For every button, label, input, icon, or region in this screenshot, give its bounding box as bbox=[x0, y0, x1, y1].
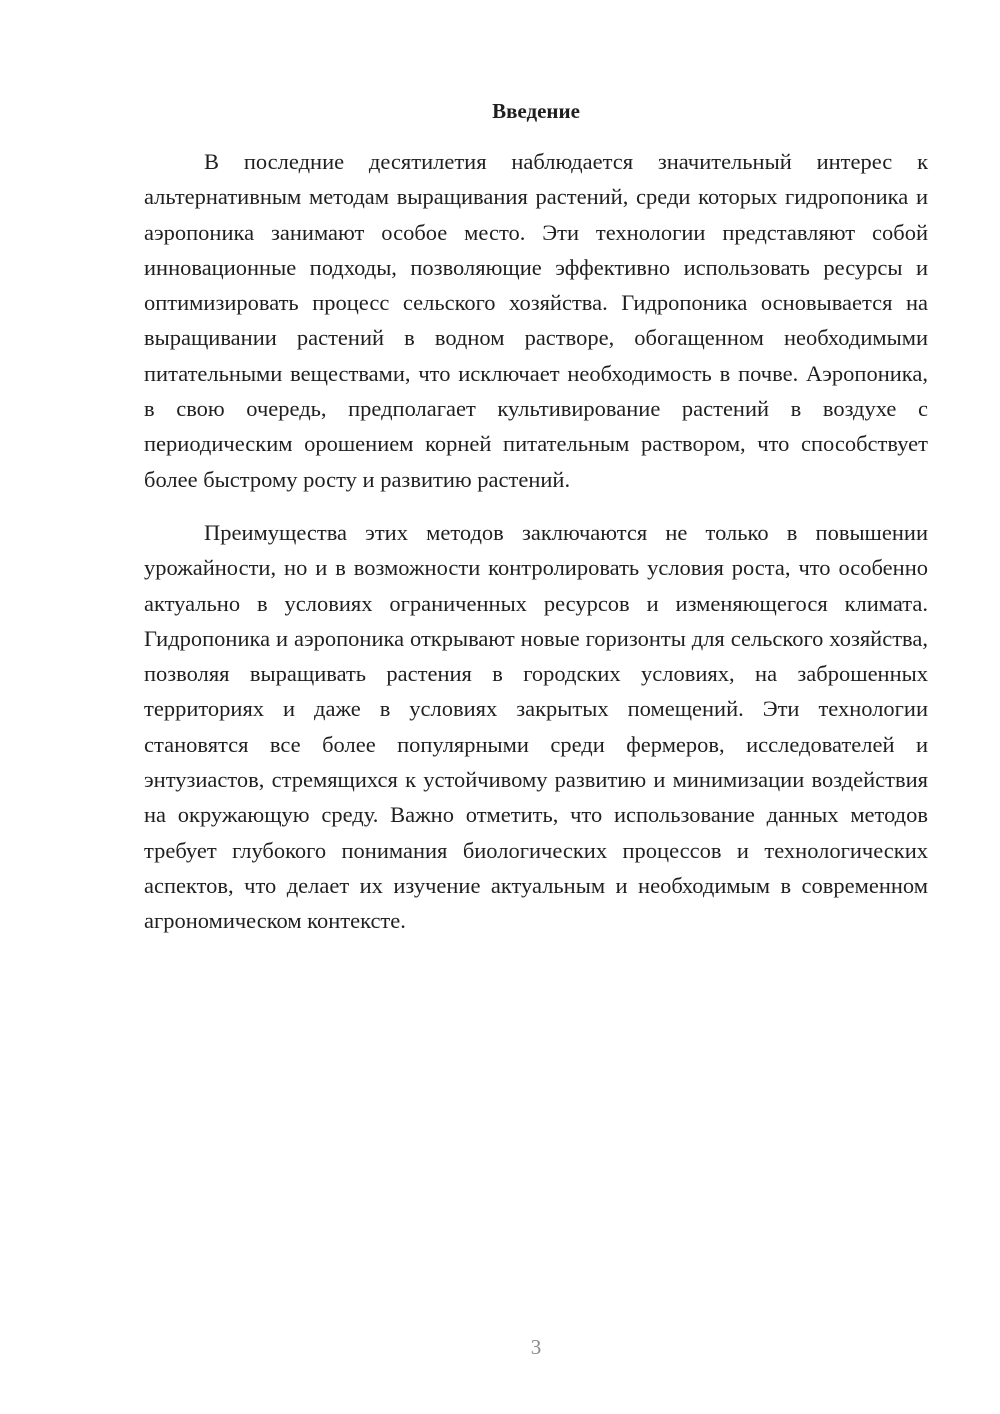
page-title: Введение bbox=[492, 99, 580, 123]
document-body bbox=[144, 144, 928, 939]
paragraph-intro: В последние десятилетия наблюдается значительный интерес к альтернативным методам выращивания растений, среди которых гидропоника и аэропоника занимают особое место. Эти технологии представляют собой инновационные подходы, позволяющие эффективно использовать ресурсы и оптимизировать процесс сельского хозяйства. Гидропоника основывается на выращивании растений в водном растворе, обогащенном необходимыми питательными веществами, что исключает необходимость в почве. Аэропоника, в свою очередь, предполагает культивирование растений в воздухе с периодическим орошением корней питательным раствором, что способствует более быстрому росту и развитию растений. bbox=[144, 149, 928, 492]
page-number: 3 bbox=[530, 1335, 542, 1359]
paragraph-advantages: Преимущества этих методов заключаются не только в повышении урожайности, но и в возможности контролировать условия роста, что особенно актуально в условиях ограниченных ресурсов и изменяющегося климата. Гидропоника и аэропоника открывают новые горизонты для сельского хозяйства, позволяя выращивать растения в городских условиях, на заброшенных территориях и даже в условиях закрытых помещений. Эти технологии становятся все более популярными среди фермеров, исследователей и энтузиастов, стремящихся к устойчивому развитию и минимизации воздействия на окружающую среду. Важно отметить, что использование данных методов требует глубокого понимания биологических процессов и технологических аспектов, что делает их изучение актуальным и необходимым в современном агрономическом контексте. bbox=[144, 519, 928, 934]
